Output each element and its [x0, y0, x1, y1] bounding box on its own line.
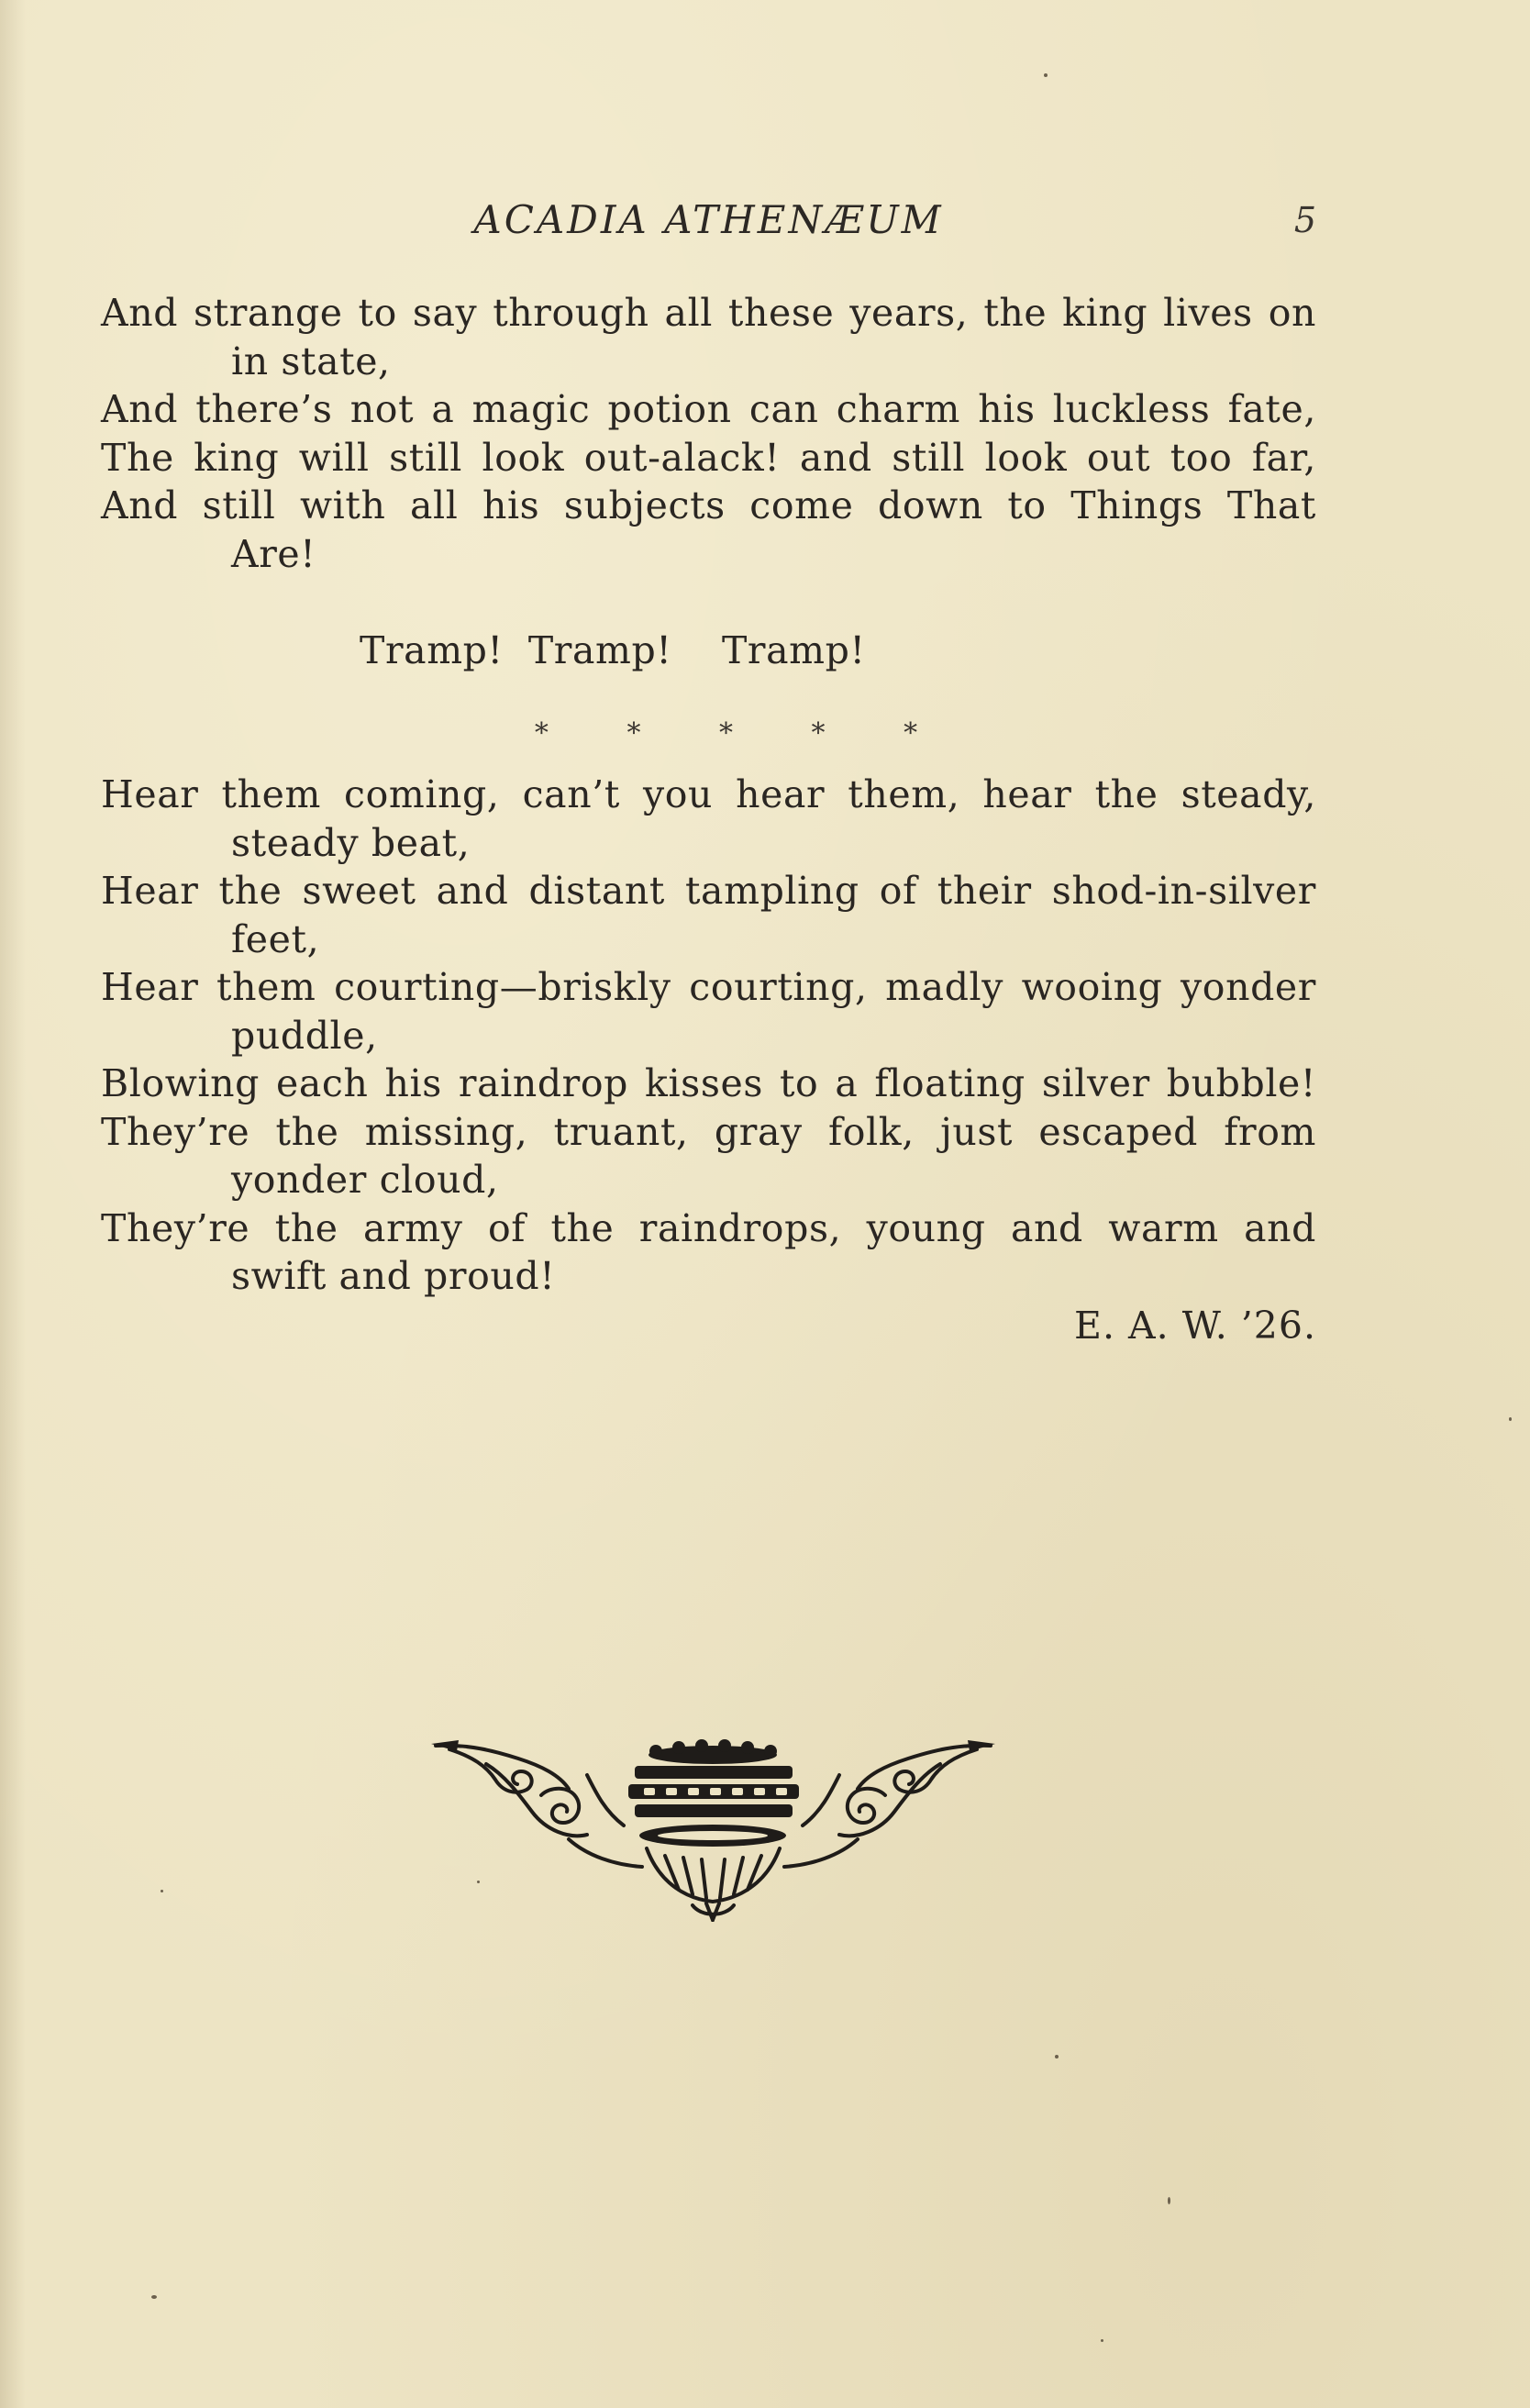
paper-speck — [477, 1881, 480, 1883]
paper-speck — [1055, 2055, 1059, 2058]
paper-speck — [151, 2295, 157, 2299]
poem-line: And strange to say through all these years, the king lives on — [101, 291, 1316, 335]
refrain-line: Tramp! Tramp! Tramp! — [360, 628, 866, 672]
poem-line: Hear them coming, can’t you hear them, hear the steady, — [101, 772, 1316, 816]
poem-line-continuation: feet, — [231, 916, 320, 961]
poem-line-continuation: yonder cloud, — [231, 1158, 499, 1202]
running-header — [101, 188, 1316, 252]
paper-speck — [1509, 1417, 1512, 1421]
paper-speck — [1101, 2339, 1103, 2342]
poem-line: The king will still look out-alack! and still look out too far, — [101, 435, 1316, 480]
paper-speck — [1168, 2197, 1170, 2204]
author-signature: E. A. W. ’26. — [1074, 1304, 1316, 1348]
poem-line: Blowing each his raindrop kisses to a floating silver bubble! — [101, 1061, 1316, 1105]
poem-line-continuation: swift and proud! — [231, 1254, 556, 1298]
paper-speck — [161, 1890, 163, 1892]
poem-line-continuation: steady beat, — [231, 820, 471, 865]
section-separator: * * * * * — [534, 717, 953, 749]
poem-line: And still with all his subjects come down to Things That — [101, 483, 1316, 527]
poem-line: Hear the sweet and distant tampling of their shod-in-silver — [101, 869, 1316, 913]
paper-speck — [1044, 73, 1048, 77]
running-head-title: ACADIA ATHENÆUM — [473, 197, 944, 242]
floral-tailpiece-ornament-icon — [431, 1738, 995, 1922]
poem-line-continuation: puddle, — [231, 1013, 378, 1058]
poem-line: They’re the army of the raindrops, young and warm and — [101, 1205, 1316, 1250]
poem-line: They’re the missing, truant, gray folk, just escaped from — [101, 1109, 1316, 1154]
poem-line: Hear them courting—briskly courting, madly wooing yonder — [101, 965, 1316, 1009]
page-number: 5 — [1293, 200, 1316, 240]
poem-stanza-2 — [101, 771, 1316, 1301]
poem-stanza-1 — [101, 289, 1316, 578]
poem-line: And there’s not a magic potion can charm his luckless fate, — [101, 387, 1316, 431]
poem-line-continuation: Are! — [231, 531, 316, 576]
poem-line-continuation: in state, — [231, 338, 391, 383]
